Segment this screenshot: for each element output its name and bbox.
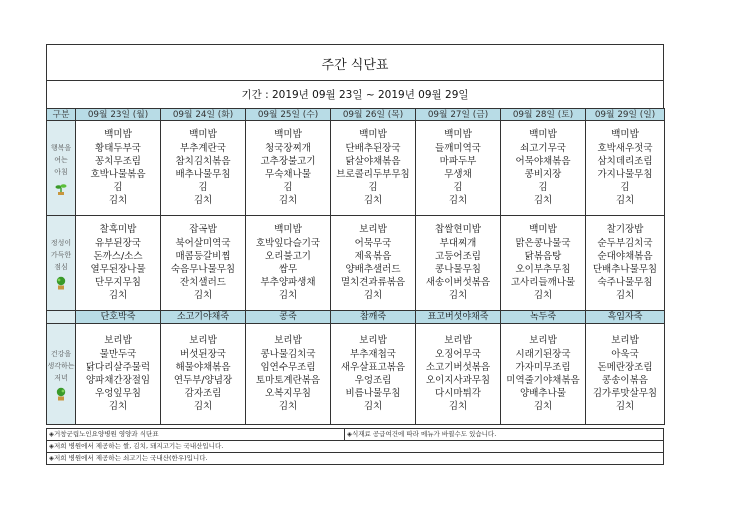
menu-item: 김 <box>198 182 208 194</box>
menu-sheet <box>46 44 664 462</box>
day-header: 09월 25일 (수) <box>246 109 331 121</box>
header-label: 구분 <box>47 109 76 121</box>
menu-item: 버섯된장국 <box>180 348 226 360</box>
breakfast-label: 행복을 여는 아침 <box>47 121 76 216</box>
dinner-row <box>47 324 665 425</box>
menu-item: 김치 <box>448 195 468 207</box>
menu-item: 보리밥 <box>104 335 132 347</box>
menu-item: 우엉잎무침 <box>95 388 141 400</box>
menu-cell <box>586 121 665 216</box>
menu-item: 고추장불고기 <box>260 155 316 167</box>
menu-item: 김가루맛살무침 <box>592 388 658 400</box>
menu-item: 김치 <box>278 290 298 302</box>
menu-item: 김치 <box>278 401 298 413</box>
menu-item: 어묵무국 <box>354 237 392 249</box>
menu-item: 김치 <box>193 290 213 302</box>
menu-item: 오이지사과무침 <box>425 375 491 386</box>
menu-item: 부추계란국 <box>180 142 226 154</box>
menu-item: 김치 <box>363 290 383 302</box>
header-row <box>47 109 665 121</box>
menu-item: 김치 <box>108 290 128 302</box>
menu-item: 시래기된장국 <box>515 348 571 360</box>
menu-cell <box>246 216 331 311</box>
menu-item: 부추재첩국 <box>350 348 396 360</box>
note-row <box>47 452 663 464</box>
day-header: 09월 24일 (화) <box>161 109 246 121</box>
menu-item: 새송이버섯볶음 <box>425 277 491 289</box>
sprout-icon <box>54 181 68 195</box>
menu-cell <box>416 121 501 216</box>
porridge-row <box>47 311 665 324</box>
menu-cell <box>246 121 331 216</box>
menu-cell <box>331 216 416 311</box>
menu-item: 오징어무국 <box>435 348 481 360</box>
menu-item: 오복지무침 <box>265 388 311 400</box>
menu-item: 김 <box>453 182 463 194</box>
menu-item: 잔치샐러드 <box>180 277 226 289</box>
menu-item: 김치 <box>448 401 468 413</box>
menu-item: 쇠고기무국 <box>520 142 566 154</box>
menu-item: 토마토계란볶음 <box>255 375 321 386</box>
menu-item: 김치 <box>363 195 383 207</box>
menu-item: 참치김치볶음 <box>175 155 231 167</box>
menu-cell <box>331 121 416 216</box>
menu-item: 단배추된장국 <box>345 142 401 154</box>
menu-cell <box>416 216 501 311</box>
note-row <box>47 428 663 440</box>
menu-item: 매콤등갈비찜 <box>175 250 231 262</box>
menu-item: 북어살미역국 <box>175 237 231 249</box>
menu-item: 다시마튀각 <box>435 388 481 400</box>
menu-item: 콩나물무침 <box>435 264 481 275</box>
menu-item: 어묵야채볶음 <box>515 155 571 167</box>
menu-item: 유부된장국 <box>95 237 141 249</box>
menu-cell <box>246 324 331 425</box>
note-row <box>47 440 663 452</box>
porridge-cell: 단호박죽 <box>76 311 161 324</box>
menu-item: 보리밥 <box>444 335 472 347</box>
menu-item: 김 <box>113 182 123 194</box>
menu-item: 쌈무 <box>278 264 298 275</box>
menu-cell <box>76 121 161 216</box>
menu-item: 닭다리살주물럭 <box>85 361 151 373</box>
breakfast-row <box>47 121 665 216</box>
menu-item: 숙주나물무침 <box>597 277 653 289</box>
menu-cell <box>161 121 246 216</box>
menu-item: 보리밥 <box>529 335 557 347</box>
menu-item: 김치 <box>615 401 635 413</box>
menu-item: 보리밥 <box>274 335 302 347</box>
note-text: ◈저희 병원에서 제공하는 쇠고기는 국내산(한우)입니다. <box>49 454 208 462</box>
menu-cell <box>501 324 586 425</box>
day-header: 09월 29일 (일) <box>586 109 665 121</box>
menu-cell <box>501 121 586 216</box>
menu-cell <box>416 324 501 425</box>
menu-item: 김 <box>538 182 548 194</box>
menu-item: 양배추샐러드 <box>345 264 401 275</box>
note-text: ◈식재료 공급여건에 따라 메뉴가 바뀔수도 있습니다. <box>347 430 497 438</box>
menu-item: 콩나물김치국 <box>260 348 316 360</box>
potted-plant-icon <box>54 387 68 401</box>
menu-item: 무숙채나물 <box>265 169 311 180</box>
menu-item: 호박나물볶음 <box>90 169 146 180</box>
porridge-cell: 녹두죽 <box>501 311 586 324</box>
menu-item: 찰기장밥 <box>606 224 644 236</box>
menu-item: 김치 <box>615 290 635 302</box>
menu-item: 들깨미역국 <box>435 142 481 154</box>
menu-item: 보리밥 <box>359 335 387 347</box>
porridge-cell: 표고버섯야채죽 <box>416 311 501 324</box>
menu-item: 김치 <box>193 195 213 207</box>
menu-item: 김치 <box>278 195 298 207</box>
menu-item: 김치 <box>533 290 553 302</box>
menu-item: 콩비지장 <box>524 169 562 180</box>
menu-item: 찹쌀현미밥 <box>435 224 481 236</box>
menu-item: 김치 <box>363 401 383 413</box>
menu-item: 콩송이볶음 <box>602 375 648 386</box>
menu-item: 김 <box>283 182 293 194</box>
menu-item: 백미밥 <box>444 129 472 141</box>
menu-cell <box>161 324 246 425</box>
menu-item: 호박새우젓국 <box>597 142 653 154</box>
menu-cell <box>586 216 665 311</box>
potted-plant-icon <box>54 276 68 290</box>
menu-item: 백미밥 <box>274 129 302 141</box>
menu-item: 백미밥 <box>189 129 217 141</box>
menu-item: 고사리들깨나물 <box>510 277 576 289</box>
menu-item: 찰흑미밥 <box>99 224 137 236</box>
menu-item: 해물야채볶음 <box>175 361 231 373</box>
porridge-cell: 흑임자죽 <box>586 311 665 324</box>
menu-item: 닭살야채볶음 <box>345 155 401 167</box>
menu-item: 숙음무나물무침 <box>170 264 236 275</box>
menu-item: 잡곡밥 <box>189 224 217 236</box>
day-header: 09월 23일 (월) <box>76 109 161 121</box>
menu-item: 양파채간장절임 <box>85 375 151 386</box>
day-header: 09월 27일 (금) <box>416 109 501 121</box>
lunch-row <box>47 216 665 311</box>
menu-item: 고등어조림 <box>435 250 481 262</box>
menu-item: 부대찌개 <box>439 237 477 249</box>
menu-item: 열무된장나물 <box>90 264 146 275</box>
menu-item: 양배추나물 <box>520 388 566 400</box>
menu-item: 순두부김치국 <box>597 237 653 249</box>
porridge-cell: 콩죽 <box>246 311 331 324</box>
menu-item: 부추양파생채 <box>260 277 316 289</box>
menu-item: 배추나물무침 <box>175 169 231 180</box>
menu-cell <box>501 216 586 311</box>
menu-item: 맑은콩나물국 <box>515 237 571 249</box>
menu-item: 백미밥 <box>529 224 557 236</box>
menu-item: 황태두부국 <box>95 142 141 154</box>
porridge-label <box>47 311 76 324</box>
page-title: 주간 식단표 <box>46 44 664 81</box>
menu-item: 김치 <box>615 195 635 207</box>
menu-item: 임연수무조림 <box>260 361 316 373</box>
menu-item: 백미밥 <box>611 129 639 141</box>
menu-item: 보리밥 <box>189 335 217 347</box>
menu-item: 보리밥 <box>359 224 387 236</box>
menu-item: 단배추나물무침 <box>592 264 658 275</box>
menu-cell <box>586 324 665 425</box>
menu-item: 닭볶음탕 <box>524 250 562 262</box>
menu-item: 새우살표고볶음 <box>340 361 406 373</box>
menu-item: 무생채 <box>444 169 472 180</box>
menu-item: 돈까스/소스 <box>93 250 143 262</box>
note-text: ◈거창군립노인요양병원 영양과 식단표 <box>47 429 345 440</box>
porridge-cell: 참깨죽 <box>331 311 416 324</box>
menu-item: 감자조림 <box>184 388 222 400</box>
day-header: 09월 26일 (목) <box>331 109 416 121</box>
menu-item: 백미밥 <box>529 129 557 141</box>
menu-item: 김치 <box>193 401 213 413</box>
notes-block <box>46 428 664 465</box>
menu-cell <box>76 324 161 425</box>
menu-item: 호박잎다슬기국 <box>255 237 321 249</box>
menu-item: 멸치견과류볶음 <box>340 277 406 289</box>
menu-item: 백미밥 <box>104 129 132 141</box>
menu-item: 김 <box>368 182 378 194</box>
menu-item: 우엉조림 <box>354 375 392 386</box>
menu-item: 브로콜리두부무침 <box>336 169 410 180</box>
menu-item: 가자미무조림 <box>515 361 571 373</box>
menu-item: 비름나물무침 <box>345 388 401 400</box>
menu-item: 돈메란장조림 <box>597 361 653 373</box>
menu-item: 소고기버섯볶음 <box>425 361 491 373</box>
day-header: 09월 28일 (토) <box>501 109 586 121</box>
menu-item: 김치 <box>108 401 128 413</box>
period-text: 기간 : 2019년 09월 23일 ~ 2019년 09월 29일 <box>46 80 664 109</box>
menu-cell <box>76 216 161 311</box>
menu-cell <box>331 324 416 425</box>
menu-item: 백미밥 <box>274 224 302 236</box>
menu-item: 김 <box>620 182 630 194</box>
dinner-label: 건강을 생각하는 저녁 <box>47 324 76 425</box>
menu-item: 보리밥 <box>611 335 639 347</box>
menu-item: 꽁치무조림 <box>95 155 141 167</box>
menu-table <box>46 108 665 425</box>
menu-item: 가지나물무침 <box>597 169 653 180</box>
note-text: ◈저희 병원에서 제공하는 쌀, 김치, 돼지고기는 국내산입니다. <box>49 442 224 450</box>
menu-item: 물만두국 <box>99 348 137 360</box>
menu-item: 김치 <box>108 195 128 207</box>
menu-item: 김치 <box>533 195 553 207</box>
menu-item: 아욱국 <box>611 348 639 360</box>
menu-item: 순대야채볶음 <box>597 250 653 262</box>
menu-cell <box>161 216 246 311</box>
menu-item: 마파두부 <box>439 155 477 167</box>
menu-item: 김치 <box>448 290 468 302</box>
menu-item: 제육볶음 <box>354 250 392 262</box>
menu-item: 오리불고기 <box>265 250 311 262</box>
menu-item: 오이부추무침 <box>515 264 571 275</box>
menu-item: 삼치데리조림 <box>597 155 653 167</box>
menu-item: 백미밥 <box>359 129 387 141</box>
menu-item: 미역줄기야채볶음 <box>506 375 580 386</box>
menu-item: 청국장찌개 <box>265 142 311 154</box>
porridge-cell: 소고기야채죽 <box>161 311 246 324</box>
menu-item: 김치 <box>533 401 553 413</box>
menu-item: 연두부/양념장 <box>173 375 233 386</box>
menu-item: 단무지무침 <box>95 277 141 289</box>
lunch-label: 정성이 가득한 점심 <box>47 216 76 311</box>
